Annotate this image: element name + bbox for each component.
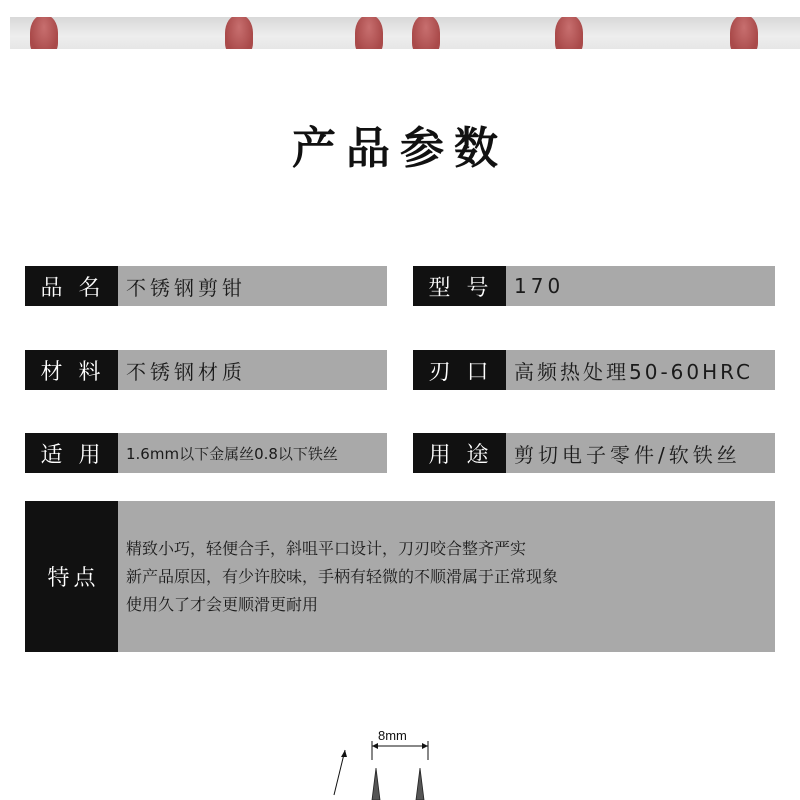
param-value: 剪切电子零件/软铁丝: [514, 442, 741, 467]
param-value: 不锈钢剪钳: [126, 275, 246, 300]
param-row-model: [413, 266, 775, 306]
param-label: 型号: [413, 266, 506, 306]
dimension-label: 8mm: [378, 728, 407, 743]
cutter-blade-right: [416, 768, 424, 800]
param-row-blade: [413, 350, 775, 390]
product-photo-fragment: [355, 17, 383, 49]
param-value: 高频热处理50-60HRC: [514, 359, 754, 384]
features-block: [25, 501, 775, 652]
param-row-applicable: [25, 433, 387, 473]
product-photo-fragment: [730, 17, 758, 49]
page-title: 产品参数: [292, 123, 508, 174]
param-label: 材料: [25, 350, 118, 390]
dimension-arrow-left: [372, 743, 378, 749]
param-row-usage: [413, 433, 775, 473]
product-photo-fragment: [225, 17, 253, 49]
param-value: 不锈钢材质: [126, 359, 246, 384]
features-label: 特点: [25, 501, 118, 652]
features-list: [118, 501, 775, 652]
param-row-name: [25, 266, 387, 306]
feature-line: 使用久了才会更顺滑更耐用: [126, 594, 319, 614]
param-value: 1.6mm以下金属丝0.8以下铁丝: [126, 444, 338, 463]
param-label: 品名: [25, 266, 118, 306]
product-photo-fragment: [412, 17, 440, 49]
param-label: 刃口: [413, 350, 506, 390]
feature-line: 精致小巧，轻便合手，斜咀平口设计，刀刃咬合整齐严实: [126, 538, 527, 558]
feature-line: 新产品原因，有少许胶味，手柄有轻微的不顺滑属于正常现象: [126, 566, 559, 586]
param-value: 170: [514, 274, 565, 298]
product-photo-strip: [10, 17, 800, 49]
dimension-arrow-right: [422, 743, 428, 749]
param-label: 适用: [25, 433, 118, 473]
product-photo-fragment: [30, 17, 58, 49]
cutter-blade-left: [372, 768, 380, 800]
blade-dimension-diagram: [320, 720, 460, 800]
product-photo-fragment: [555, 17, 583, 49]
param-row-material: [25, 350, 387, 390]
param-label: 用途: [413, 433, 506, 473]
pointer-arrow: [341, 750, 347, 757]
